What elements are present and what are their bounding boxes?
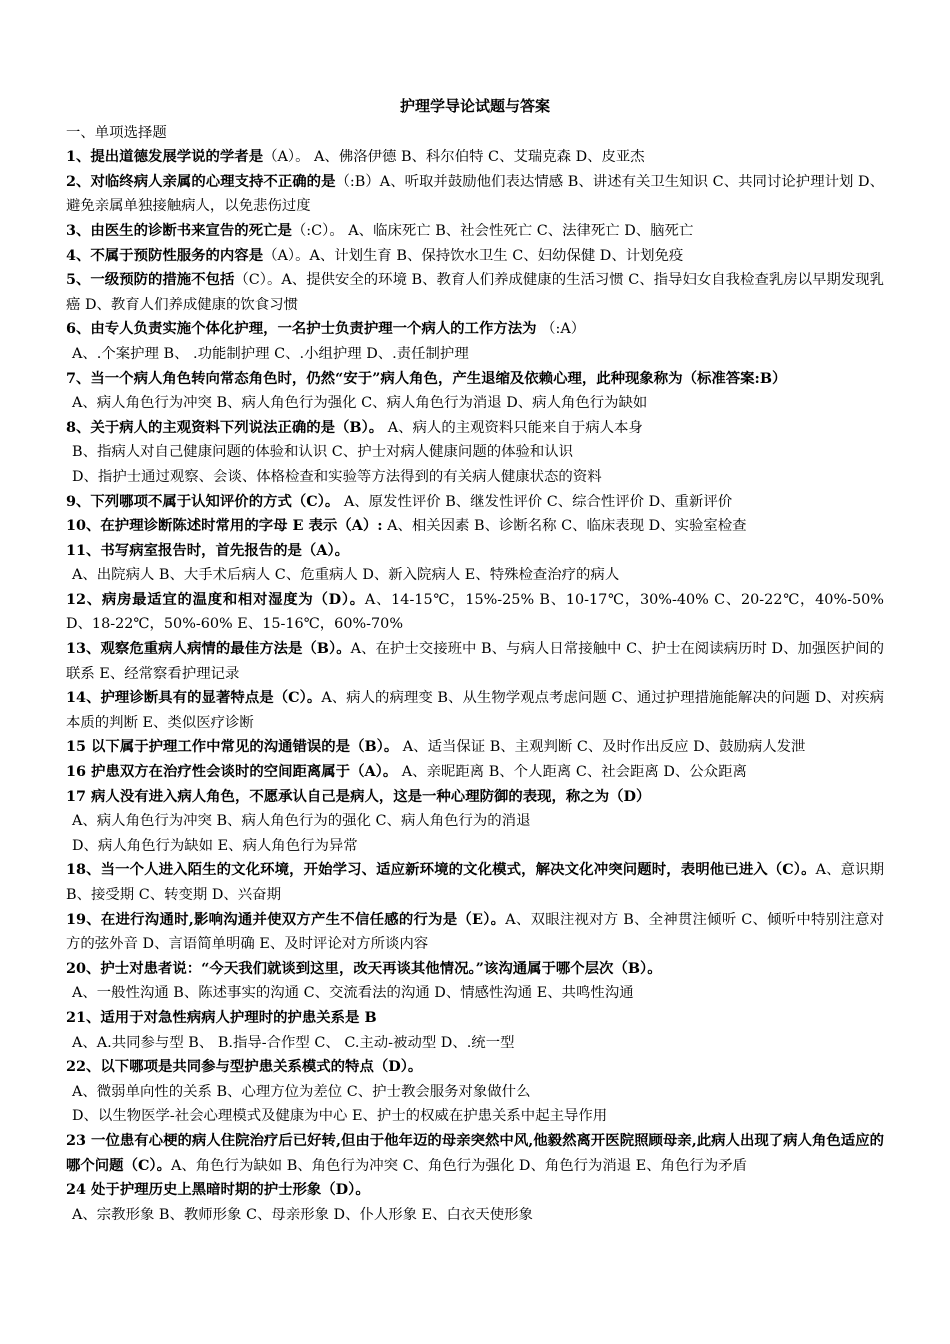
question-stem: 21、适用于对急性病病人护理时的护患关系是 B [66,1008,377,1026]
answer-options: A、意识期 B、接受期 C、转变期 D、兴奋期 [66,862,884,903]
answer-options: A、原发性评价 B、继发性评价 C、综合性评价 D、重新评价 [339,493,733,510]
question-line [66,686,884,735]
question-line [66,858,884,907]
question-line [66,760,884,785]
answer-options: A、角色行为缺如 B、角色行为冲突 C、角色行为强化 D、角色行为消退 E、角色行为矛盾 [171,1157,747,1174]
options-text: A、.个案护理 B、 .功能制护理 C、.小组护理 D、.责任制护理 [72,345,469,362]
answer-options: （:C）。 A、临床死亡 B、社会性死亡 C、法律死亡 D、脑死亡 [291,222,694,239]
question-line [66,514,884,539]
question-line [66,1055,884,1080]
options-text: A、病人角色行为冲突 B、病人角色行为的强化 C、病人角色行为的消退 [72,813,531,830]
question-line [66,1006,884,1031]
options-text: A、一般性沟通 B、陈述事实的沟通 C、交流看法的沟通 D、情感性沟通 E、共鸣性沟通 [72,985,634,1002]
question-line [66,957,884,982]
question-stem: 13、观察危重病人病情的最佳方法是（B）。 [66,640,351,658]
question-stem: 17 病人没有进入病人角色，不愿承认自己是病人，这是一种心理防御的表现，称之为（D） [66,787,651,805]
options-line [66,440,884,465]
options-text: D、指护士通过观察、会谈、体格检查和实验等方法得到的有关病人健康状态的资料 [72,468,602,485]
question-stem: 19、在进行沟通时,影响沟通并使双方产生不信任感的行为是（E）。 [66,910,506,928]
question-stem: 11、书写病室报告时，首先报告的是（A）。 [66,541,350,559]
question-stem: 7、当一个病人角色转向常态角色时，仍然“安于”病人角色，产生退缩及依赖心理，此种现象称为（标准答案:B） [66,369,787,387]
question-stem: 16 护患双方在治疗性会谈时的空间距离属于（A）。 [66,763,398,781]
question-stem: 3、由医生的诊断书来宣告的死亡是 [66,221,292,239]
question-line [66,416,884,441]
answer-options: （:A） [536,321,586,338]
section-heading: 一、单项选择题 [66,124,167,141]
question-line [66,637,884,686]
options-text: D、以生物医学-社会心理模式及健康为中心 E、护士的权威在护患关系中起主导作用 [72,1108,608,1125]
question-line [66,170,884,219]
question-stem: 9、下列哪项不属于认知评价的方式（C）。 [66,492,340,510]
options-line [66,809,884,834]
options-text: A、微弱单向性的关系 B、心理方位为差位 C、护士教会服务对象做什么 [72,1083,531,1100]
question-line [66,145,884,170]
question-stem: 23 一位患有心梗的病人住院治疗后已好转,但由于他年迈的母亲突然中风,他毅然离开医院照顾母亲,此病人出现了病人角色适应的哪个问题（C）。 [66,1131,884,1174]
document-title: 护理学导论试题与答案 [399,97,550,115]
options-text: A、宗教形象 B、教师形象 C、母亲形象 D、仆人形象 E、白衣天使形象 [72,1206,533,1223]
answer-options: A、双眼注视对方 B、全神贯注倾听 C、倾听中特别注意对方的弦外音 D、言语简单明确 E、及时评论对方所谈内容 [66,911,884,953]
document-page [66,94,884,1227]
question-stem: 22、以下哪项是共同参与型护患关系模式的特点（D）。 [66,1058,423,1076]
answer-options: （A）。A、计划生育 B、保持饮水卫生 C、妇幼保健 D、计划免疫 [263,247,684,264]
question-stem: 10、在护理诊断陈述时常用的字母 E 表示（A）: [66,517,383,535]
question-line [66,1129,884,1178]
options-line [66,981,884,1006]
options-text: A、病人角色行为冲突 B、病人角色行为强化 C、病人角色行为消退 D、病人角色行为缺如 [72,395,648,412]
options-text: D、病人角色行为缺如 E、病人角色行为异常 [72,837,358,854]
options-text: A、A.共同参与型 B、 B.指导-合作型 C、 C.主动-被动型 D、.统一型 [72,1034,515,1051]
question-stem: 4、不属于预防性服务的内容是 [66,246,264,264]
options-line [66,1203,884,1228]
answer-options: A、相关因素 B、诊断名称 C、临床表现 D、实验室检查 [382,518,747,535]
question-line [66,735,884,760]
options-line [66,563,884,588]
answer-options: A、14-15℃，15%-25% B、10-17℃，30%-40% C、20-22℃，40%-50% D、18-22℃，50%-60% E、15-16℃，60%-70% [66,591,884,633]
answer-options: A、适当保证 B、主观判断 C、及时作出反应 D、鼓励病人发泄 [398,739,806,756]
question-stem: 15 以下属于护理工作中常见的沟通错误的是（B）。 [66,738,399,756]
options-line [66,342,884,367]
options-line [66,391,884,416]
options-line [66,1104,884,1129]
options-line [66,1031,884,1056]
question-stem: 8、关于病人的主观资料下列说法正确的是（B）。 [66,418,384,436]
question-line [66,367,884,392]
answer-options: A、亲昵距离 B、个人距离 C、社会距离 D、公众距离 [397,764,747,781]
question-line [66,490,884,515]
question-line [66,539,884,564]
answer-options: A、病人的病理变 B、从生物学观点考虑问题 C、通过护理措施能解决的问题 D、对疾病本质的判断 E、类似医疗诊断 [66,690,884,731]
answer-options: （C）。A、提供安全的环境 B、教育人们养成健康的生活习惯 C、指导妇女自我检查乳房以早期发现乳癌 D、教育人们养成健康的饮食习惯 [66,272,884,313]
question-line [66,244,884,269]
options-text: B、指病人对自己健康问题的体验和认识 C、护士对病人健康问题的体验和认识 [72,444,574,461]
options-line [66,834,884,859]
options-line [66,465,884,490]
question-line [66,1178,884,1203]
question-stem: 2、对临终病人亲属的心理支持不正确的是 [66,172,336,190]
question-stem: 6、由专人负责实施个体化护理，一名护士负责护理一个病人的工作方法为 [66,320,537,338]
question-stem: 1、提出道德发展学说的学者是 [66,148,264,166]
question-stem: 14、护理诊断具有的显著特点是（C）。 [66,689,322,707]
question-stem: 18、当一个人进入陌生的文化环境，开始学习、适应新环境的文化模式，解决文化冲突问题时，表明他已进入（C）。 [66,861,816,879]
question-line [66,588,884,637]
options-text: A、出院病人 B、大手术后病人 C、危重病人 D、新入院病人 E、特殊检查治疗的病人 [72,567,620,584]
answer-options: A、在护士交接班中 B、与病人日常接触中 C、护士在阅读病历时 D、加强医护间的联系 E、经常察看护理记录 [66,641,884,682]
question-line [66,785,884,810]
options-line [66,1080,884,1105]
question-line [66,268,884,317]
question-stem: 12、病房最适宜的温度和相对湿度为（D）。 [66,590,365,608]
question-stem: 24 处于护理历史上黑暗时期的护士形象（D）。 [66,1181,370,1199]
question-stem: 20、护士对患者说：“今天我们就谈到这里，改天再谈其他情况。”该沟通属于哪个层次（B）。 [66,959,662,977]
answer-options: A、病人的主观资料只能来自于病人本身 [383,419,643,436]
question-list [66,145,884,1227]
answer-options: （A）。 A、佛洛伊德 B、科尔伯特 C、艾瑞克森 D、皮亚杰 [263,149,645,166]
question-line [66,908,884,957]
question-stem: 5、一级预防的措施不包括 [66,271,235,289]
question-line [66,219,884,244]
question-line [66,317,884,342]
answer-options: （:B）A、听取并鼓励他们表达情感 B、讲述有关卫生知识 C、共同讨论护理计划 D、避免亲属单独接触病人，以免悲伤过度 [66,173,884,215]
